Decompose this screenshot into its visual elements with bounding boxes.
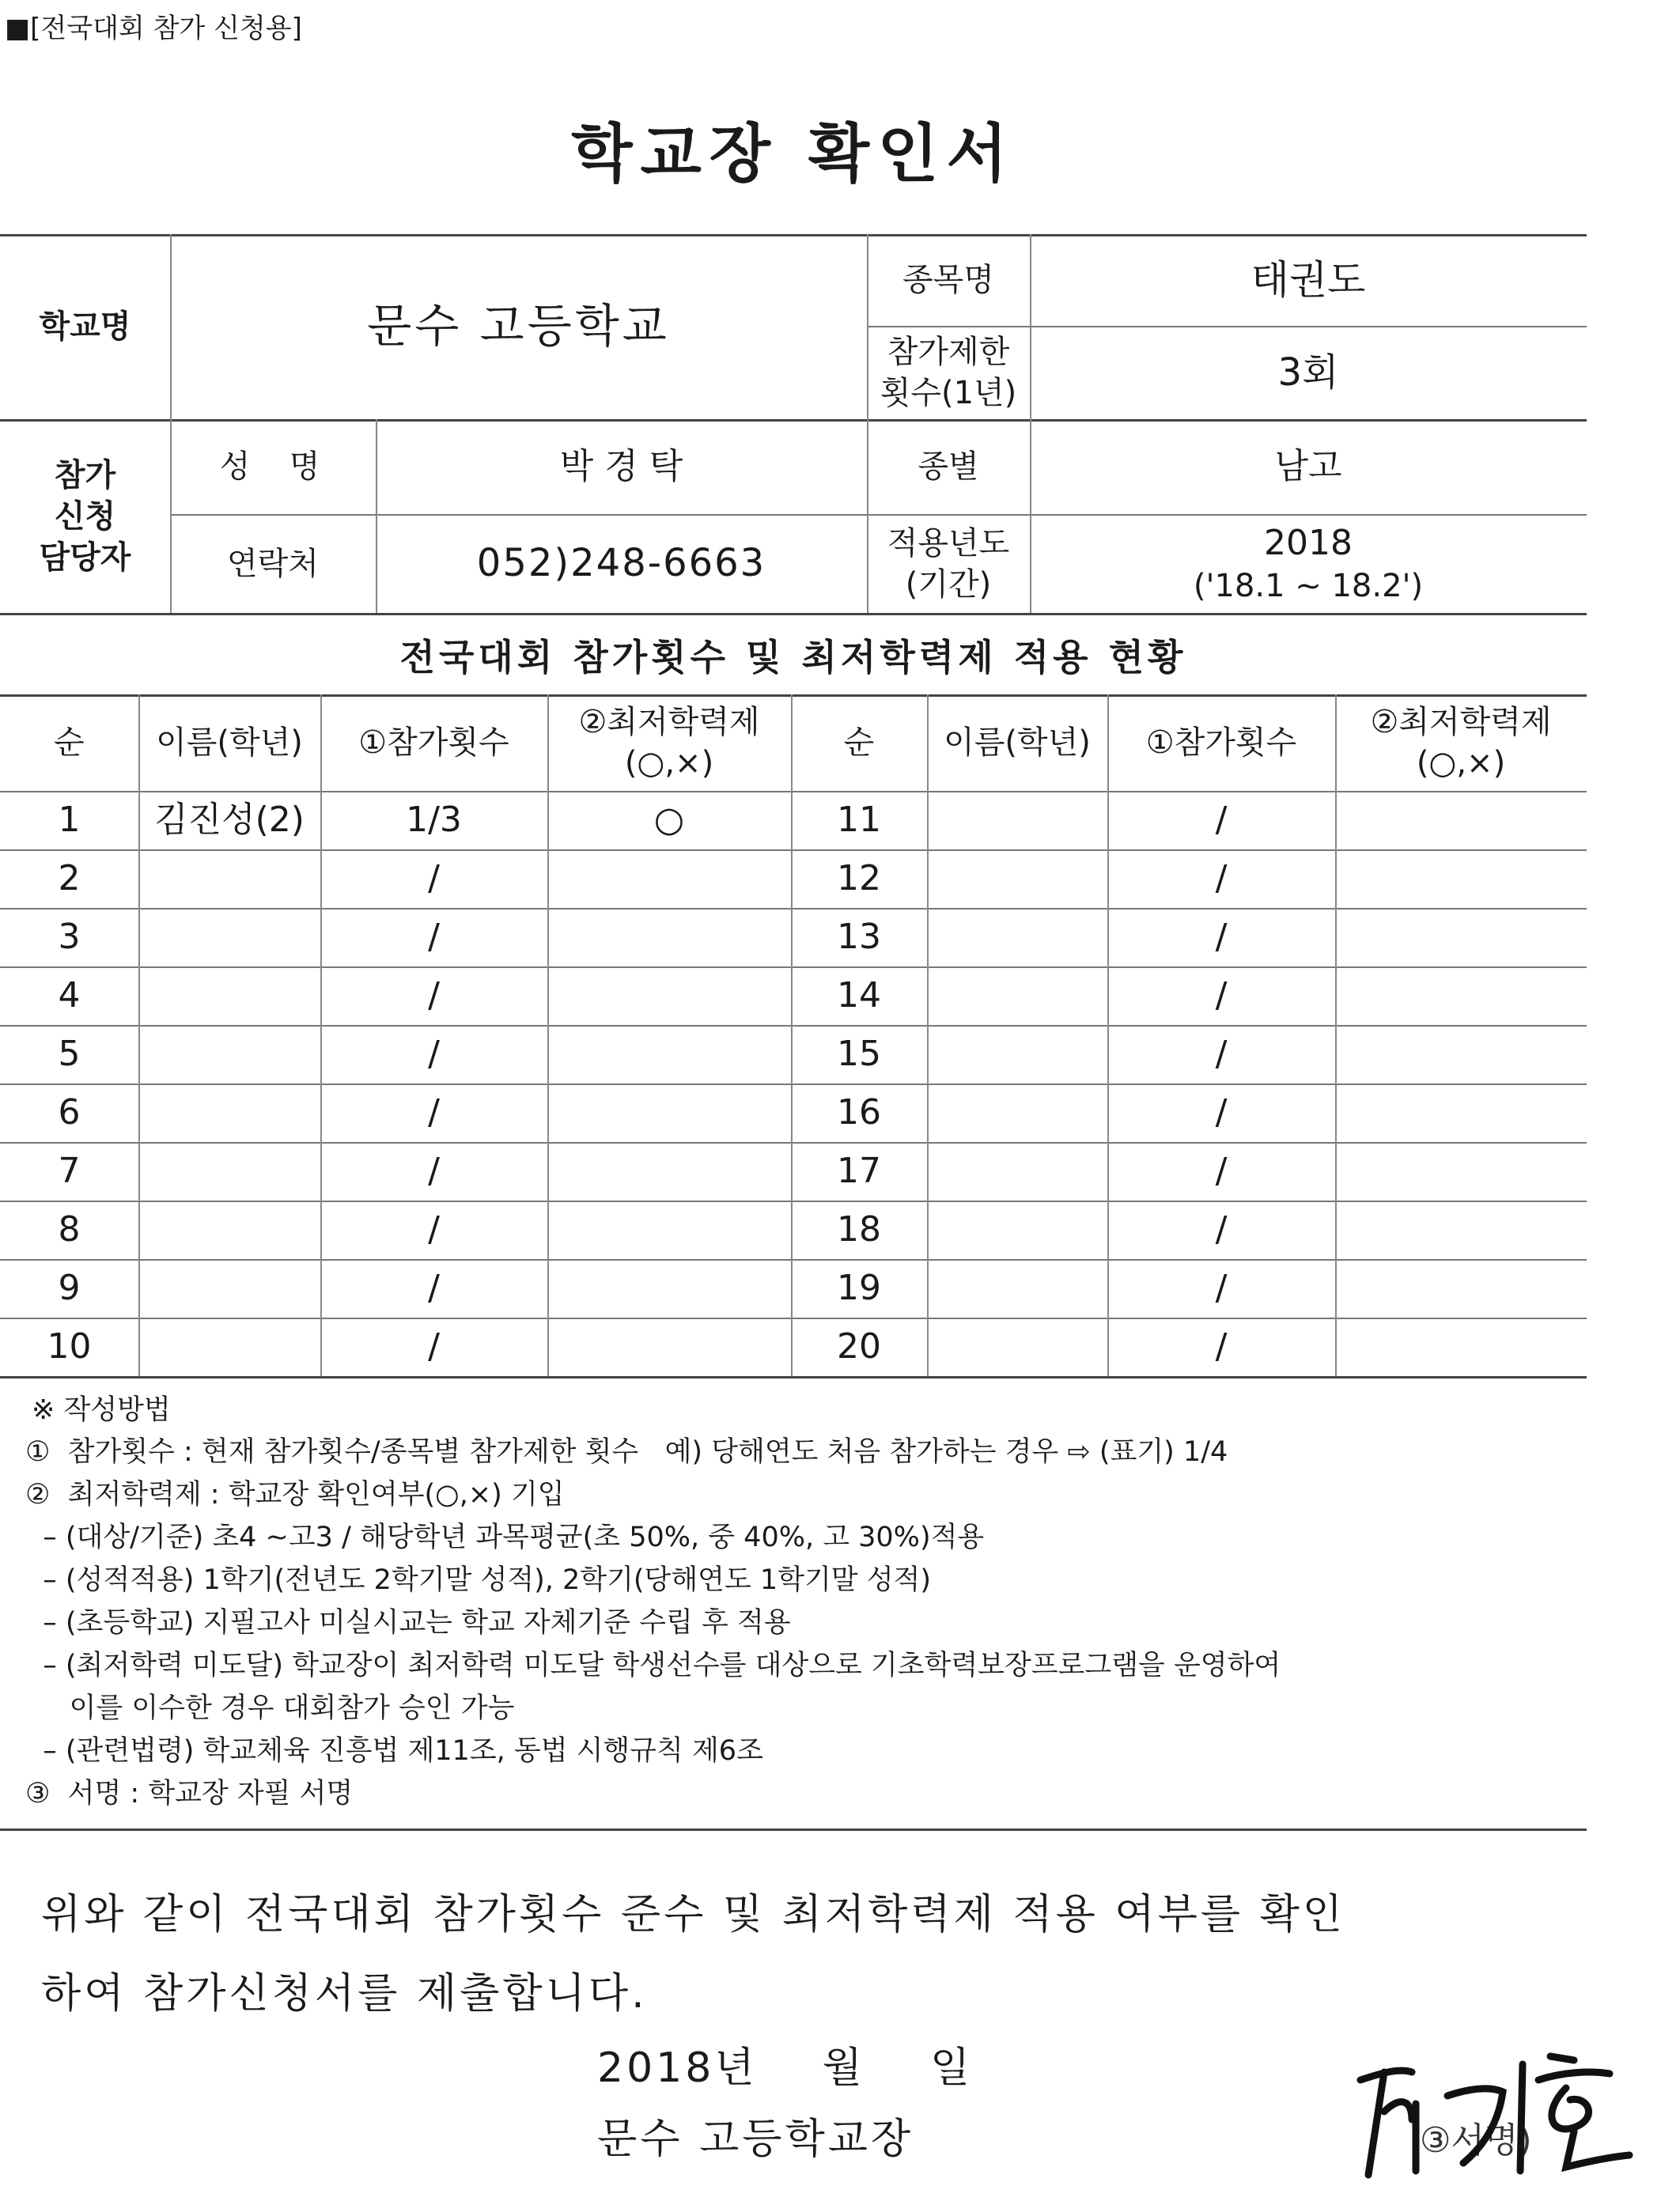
table-cell	[138, 849, 320, 908]
table-cell: /	[1215, 800, 1228, 841]
table-cell	[138, 966, 320, 1025]
status-table-header-cell: ②최저학력제 (○,×)	[1370, 704, 1552, 781]
table-cell: 8	[58, 1209, 81, 1250]
name-value: 박 경 탁	[559, 446, 683, 487]
table-cell	[547, 1142, 791, 1201]
table-cell	[927, 1201, 1107, 1259]
signature-area	[1337, 2025, 1637, 2183]
year-value: 2018	[1264, 522, 1353, 563]
table-cell: 12	[837, 858, 881, 899]
manager-label-line1: 참가	[54, 456, 116, 494]
status-table-header-cell: 순	[843, 724, 875, 761]
limit-label-line2: 횟수(1년)	[880, 375, 1017, 411]
year-value-cell	[1030, 514, 1587, 613]
status-table-header-cell: 순	[54, 724, 85, 761]
table-cell: 6	[58, 1092, 81, 1133]
table-cell	[927, 1318, 1107, 1376]
table-cell: 20	[837, 1326, 881, 1367]
table-cell: 2	[58, 858, 81, 899]
status-table-bottom-rule	[0, 1376, 1587, 1378]
closing-line-2: 하여 참가신청서를 제출합니다.	[41, 1970, 648, 2018]
note-line: – (최저학력 미도달) 학교장이 최저학력 미도달 학생선수를 대상으로 기초학력보장프로그램을 운영하여	[25, 1650, 1281, 1681]
table-cell	[547, 1259, 791, 1318]
status-table-header-cell: ①참가횟수	[1145, 724, 1297, 761]
gender-value: 남고	[1274, 446, 1342, 487]
table-cell: /	[1215, 1268, 1228, 1309]
table-cell: /	[428, 1034, 440, 1075]
table-cell	[1335, 908, 1587, 966]
sign-note: ③서명)	[1420, 2120, 1532, 2161]
table-cell: /	[428, 1268, 440, 1309]
table-cell	[1335, 1318, 1587, 1376]
closing-line-1: 위와 같이 전국대회 참가횟수 준수 및 최저학력제 적용 여부를 확인	[41, 1891, 1346, 1938]
table-cell: /	[1215, 858, 1228, 899]
table-cell: /	[1215, 1326, 1228, 1367]
manager-label-line3: 담당자	[39, 539, 131, 576]
table-cell	[927, 1025, 1107, 1083]
year-label-line1: 적용년도	[887, 524, 1010, 562]
table-cell	[1335, 1201, 1587, 1259]
note-line: 이를 이수한 경우 대회참가 승인 가능	[25, 1692, 515, 1724]
table-cell	[1335, 1142, 1587, 1201]
table-cell	[927, 908, 1107, 966]
table-cell	[927, 849, 1107, 908]
table-cell: /	[1215, 1092, 1228, 1133]
table-cell: /	[1215, 975, 1228, 1016]
status-table-header-cell: 이름(학년)	[944, 724, 1091, 761]
table-cell	[138, 1201, 320, 1259]
status-table-header-cell: ②최저학력제 (○,×)	[578, 704, 760, 781]
table-cell: 11	[837, 800, 881, 841]
limit-label-line1: 참가제한	[887, 334, 1010, 370]
table-cell: 김진성(2)	[154, 800, 305, 841]
year-period: ('18.1 ~ 18.2')	[1193, 568, 1424, 605]
table-cell	[138, 908, 320, 966]
note-line: ② 최저학력제 : 학교장 확인여부(○,×) 기입	[25, 1479, 565, 1511]
status-table-header-cell: ①참가횟수	[358, 724, 509, 761]
form-type-tag: ■[전국대회 참가 신청용]	[5, 13, 302, 44]
note-line: ③ 서명 : 학교장 자필 서명	[25, 1778, 354, 1810]
limit-value: 3회	[1277, 350, 1339, 395]
status-table-header-cell: 이름(학년)	[156, 724, 303, 761]
table-cell	[927, 1259, 1107, 1318]
contact-label: 연락처	[227, 545, 319, 582]
table-cell: 3	[58, 917, 81, 958]
contact-value: 052)248-6663	[476, 541, 766, 586]
table-cell	[547, 1083, 791, 1142]
table-cell	[547, 908, 791, 966]
table-cell: 19	[837, 1268, 881, 1309]
table-cell: 10	[47, 1326, 92, 1367]
table-cell: 17	[837, 1151, 881, 1192]
closing-date: 2018년 월 일	[597, 2044, 974, 2092]
year-label	[867, 514, 1030, 613]
table-cell	[547, 966, 791, 1025]
table-cell	[138, 1259, 320, 1318]
table-cell: /	[428, 917, 440, 958]
limit-label	[867, 326, 1030, 419]
table-cell	[1335, 791, 1587, 849]
table-cell	[1335, 1083, 1587, 1142]
table-cell	[547, 1201, 791, 1259]
principal-name: 문수 고등학교장	[597, 2116, 914, 2163]
table-cell: 15	[837, 1034, 881, 1075]
table-cell: 9	[58, 1268, 81, 1309]
table-cell: 13	[837, 917, 881, 958]
table-cell	[138, 1142, 320, 1201]
table-cell: 14	[837, 975, 881, 1016]
table-cell	[1335, 966, 1587, 1025]
table-cell	[927, 1142, 1107, 1201]
note-line: ① 참가횟수 : 현재 참가횟수/종목별 참가제한 횟수 예) 당해연도 처음 참가하는 경우 ⇨ (표기) 1/4	[25, 1436, 1228, 1468]
table-cell	[138, 1318, 320, 1376]
table-cell: /	[428, 858, 440, 899]
table-cell: 7	[58, 1151, 81, 1192]
school-label: 학교명	[39, 308, 131, 345]
table-cell	[1335, 1259, 1587, 1318]
page-title: 학교장 확인서	[571, 117, 1016, 191]
table-cell	[547, 1025, 791, 1083]
table-cell: /	[1215, 917, 1228, 958]
table-cell	[1335, 849, 1587, 908]
handwritten-signature	[1337, 2025, 1637, 2183]
table-cell: 16	[837, 1092, 881, 1133]
table-cell: /	[428, 1209, 440, 1250]
table-cell	[927, 966, 1107, 1025]
table-cell: 4	[58, 975, 81, 1016]
table-cell	[1335, 1025, 1587, 1083]
table-cell: /	[1215, 1034, 1228, 1075]
table-cell	[138, 1025, 320, 1083]
table-cell: /	[428, 1151, 440, 1192]
table-cell	[547, 849, 791, 908]
table-cell	[927, 1083, 1107, 1142]
notes-heading: ※ 작성방법	[32, 1394, 171, 1426]
table-cell: /	[1215, 1151, 1228, 1192]
table-cell: /	[428, 975, 440, 1016]
table-cell: 5	[58, 1034, 81, 1075]
name-label: 성 명	[219, 448, 327, 485]
table-cell: /	[428, 1092, 440, 1133]
event-value: 태권도	[1251, 256, 1366, 303]
school-value: 문수 고등학교	[367, 299, 670, 354]
table-cell: 1	[58, 800, 81, 841]
event-label: 종목명	[902, 262, 994, 298]
table-cell	[927, 791, 1107, 849]
manager-label	[0, 419, 170, 613]
table-cell: 1/3	[406, 800, 462, 841]
note-line: – (초등학교) 지필고사 미실시교는 학교 자체기준 수립 후 적용	[25, 1607, 791, 1639]
note-line: – (관련법령) 학교체육 진흥법 제11조, 동법 시행규칙 제6조	[25, 1735, 763, 1767]
note-line: – (성적적용) 1학기(전년도 2학기말 성적), 2학기(당해연도 1학기말 성적)	[25, 1564, 932, 1596]
year-label-line2: (기간)	[905, 565, 992, 603]
table-cell: ○	[653, 800, 685, 841]
table-cell	[547, 1318, 791, 1376]
table-cell: /	[1215, 1209, 1228, 1250]
table-cell	[138, 1083, 320, 1142]
table-cell: 18	[837, 1209, 881, 1250]
gender-label: 종별	[918, 448, 979, 485]
status-title: 전국대회 참가횟수 및 최저학력제 적용 현황	[399, 636, 1187, 679]
note-line: – (대상/기준) 초4 ~고3 / 해당학년 과목평균(초 50%, 중 40%, 고 30%)적용	[25, 1522, 985, 1553]
manager-label-line2: 신청	[54, 497, 116, 535]
table-cell: /	[428, 1326, 440, 1367]
